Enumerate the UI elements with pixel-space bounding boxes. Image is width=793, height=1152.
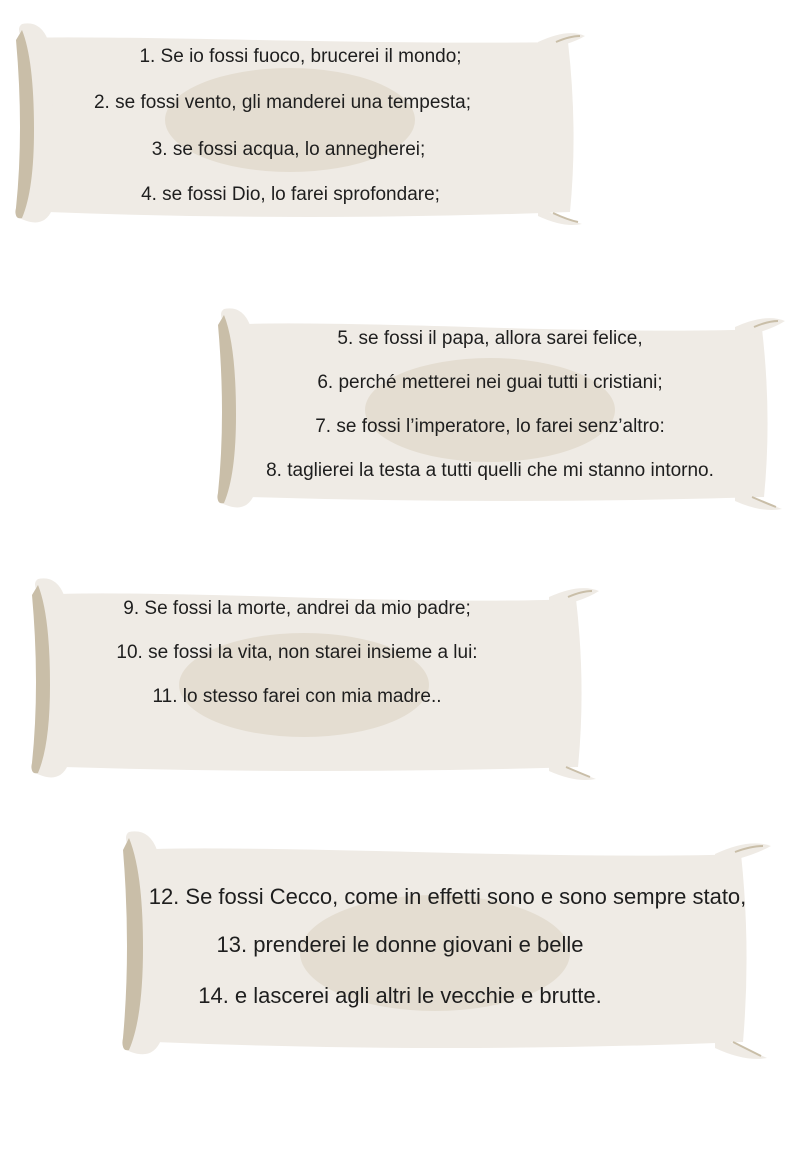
verse-line: 5. se fossi il papa, allora sarei felice, bbox=[337, 328, 643, 349]
scroll-stanza-4 bbox=[115, 828, 775, 1066]
verse-line: 12. Se fossi Cecco, come in effetti sono e sono sempre stato, bbox=[148, 884, 747, 909]
verse-line: 7. se fossi l’imperatore, lo farei senz’altro: bbox=[315, 416, 665, 437]
verse-line: 4. se fossi Dio, lo farei sprofondare; bbox=[141, 184, 440, 205]
verse-line: 1. Se io fossi fuoco, brucerei il mondo; bbox=[139, 46, 462, 67]
verse-line: 3. se fossi acqua, lo annegherei; bbox=[151, 139, 426, 160]
verse-line: 2. se fossi vento, gli manderei una tempesta; bbox=[93, 92, 472, 113]
scroll-stanza-1 bbox=[8, 20, 593, 230]
scroll-stanza-3 bbox=[24, 575, 606, 785]
scroll-stanza-2 bbox=[210, 305, 790, 515]
verse-line: 8. taglierei la testa a tutti quelli che mi stanno intorno. bbox=[266, 460, 714, 481]
verse-line: 9. Se fossi la morte, andrei da mio padre; bbox=[123, 598, 471, 619]
verse-line: 6. perché metterei nei guai tutti i cristiani; bbox=[317, 372, 663, 393]
verse-line: 11. lo stesso farei con mia madre.. bbox=[152, 686, 442, 707]
verse-line: 14. e lascerei agli altri le vecchie e brutte. bbox=[198, 983, 602, 1008]
verse-line: 10. se fossi la vita, non starei insieme a lui: bbox=[116, 642, 478, 663]
verse-line: 13. prenderei le donne giovani e belle bbox=[216, 932, 584, 957]
